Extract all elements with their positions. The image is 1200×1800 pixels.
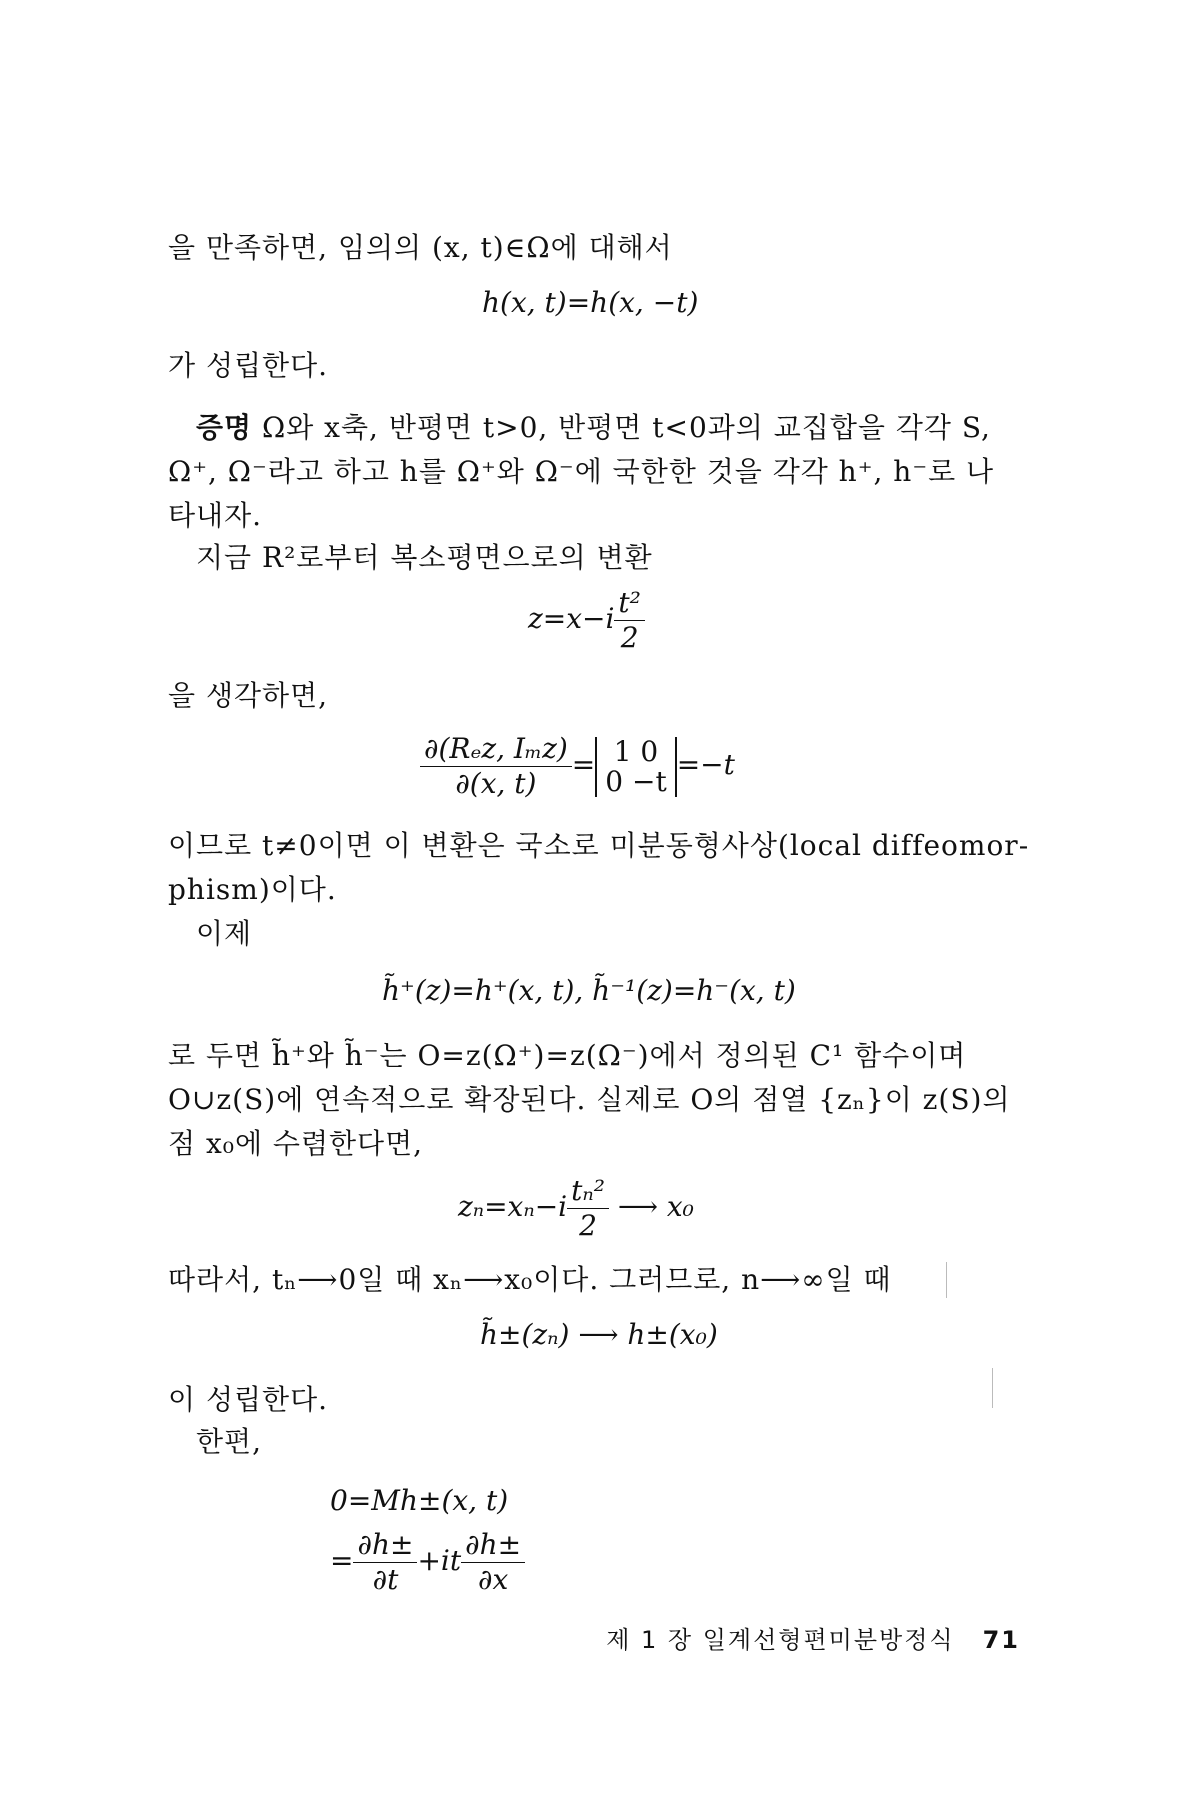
fraction — [461, 1528, 525, 1597]
page-number: 71 — [982, 1626, 1020, 1654]
text-line: 가 성립한다. — [168, 349, 329, 382]
text-line: 지금 R²로부터 복소평면으로의 변환 — [196, 541, 653, 574]
equation-symmetry: h(x, t)=h(x, −t) — [482, 286, 699, 319]
matrix-row: 0 −t — [605, 764, 667, 798]
equation-definition: h̃⁺(z)=h⁺(x, t), h̃⁻¹(z)=h⁻(x, t) — [382, 974, 796, 1007]
text-line: 한편, — [196, 1425, 262, 1458]
text-line: 이제 — [196, 917, 253, 950]
scan-mark — [946, 1262, 947, 1298]
proof-label: 증명 — [196, 411, 253, 444]
matrix-row: 1 0 — [613, 734, 659, 768]
text-line: Ω⁺, Ω⁻라고 하고 h를 Ω⁺와 Ω⁻에 국한한 것을 각각 h⁺, h⁻로 나 — [168, 455, 995, 488]
text-line: 을 만족하면, 임의의 (x, t)∈Ω에 대해서 — [168, 231, 673, 264]
text-line: 점 x₀에 수렴한다면, — [168, 1127, 424, 1160]
scan-mark — [992, 1368, 993, 1408]
fraction-denominator: 2 — [579, 1209, 597, 1242]
equation-operator: 0=Mh±(x, t) — [330, 1484, 509, 1517]
text-line: 타내자. — [168, 499, 263, 532]
proof-line — [196, 408, 1056, 448]
eq-sign: = — [571, 748, 596, 781]
fraction-numerator: ∂h± — [353, 1528, 417, 1563]
fraction-numerator: tₙ² — [567, 1174, 609, 1209]
fraction-numerator: ∂(Rₑz, Iₘz) — [420, 732, 572, 767]
equation-transform — [528, 586, 645, 655]
fraction-denominator: 2 — [620, 621, 639, 654]
text-line: 따라서, tₙ⟶0일 때 xₙ⟶x₀이다. 그러므로, n⟶∞일 때 — [168, 1263, 892, 1296]
eq-mid: +it — [417, 1544, 462, 1577]
eq-sign: = — [330, 1544, 354, 1577]
text-span: Ω와 x축, 반평면 t>0, 반평면 t<0과의 교집합을 각각 S, — [252, 411, 991, 444]
fraction-denominator: ∂(x, t) — [455, 767, 537, 800]
fraction — [353, 1528, 417, 1597]
determinant-matrix — [595, 734, 676, 798]
fraction — [420, 732, 572, 801]
fraction-numerator: t² — [614, 586, 644, 621]
text-line: 이므로 t≠0이면 이 변환은 국소로 미분동형사상(local diffeomor- — [168, 829, 1030, 862]
page-footer — [600, 1620, 1020, 1655]
eq-right: ⟶ x₀ — [608, 1190, 694, 1223]
text-line: phism)이다. — [168, 873, 337, 906]
equation-jacobian — [420, 732, 735, 801]
equation-derivative — [330, 1528, 525, 1597]
fraction-denominator: ∂t — [372, 1563, 399, 1596]
eq-left: zₙ=xₙ−i — [458, 1190, 568, 1223]
fraction — [567, 1174, 609, 1243]
text-line: 이 성립한다. — [168, 1383, 329, 1416]
fraction — [614, 586, 644, 655]
eq-right: =−t — [676, 748, 735, 781]
equation-sequence — [458, 1174, 694, 1243]
equation-limit: h̃±(zₙ) ⟶ h±(x₀) — [480, 1318, 718, 1351]
eq-left: z=x−i — [528, 602, 615, 635]
text-line: 로 두면 h̃⁺와 h̃⁻는 O=z(Ω⁺)=z(Ω⁻)에서 정의된 C¹ 함수이며 — [168, 1039, 967, 1072]
text-line: 을 생각하면, — [168, 679, 329, 712]
chapter-title: 제 1 장 일계선형편미분방정식 — [606, 1626, 955, 1654]
text-line: O∪z(S)에 연속적으로 확장된다. 실제로 O의 점열 {zₙ}이 z(S)의 — [168, 1083, 1011, 1116]
fraction-numerator: ∂h± — [461, 1528, 525, 1563]
fraction-denominator: ∂x — [477, 1563, 509, 1596]
